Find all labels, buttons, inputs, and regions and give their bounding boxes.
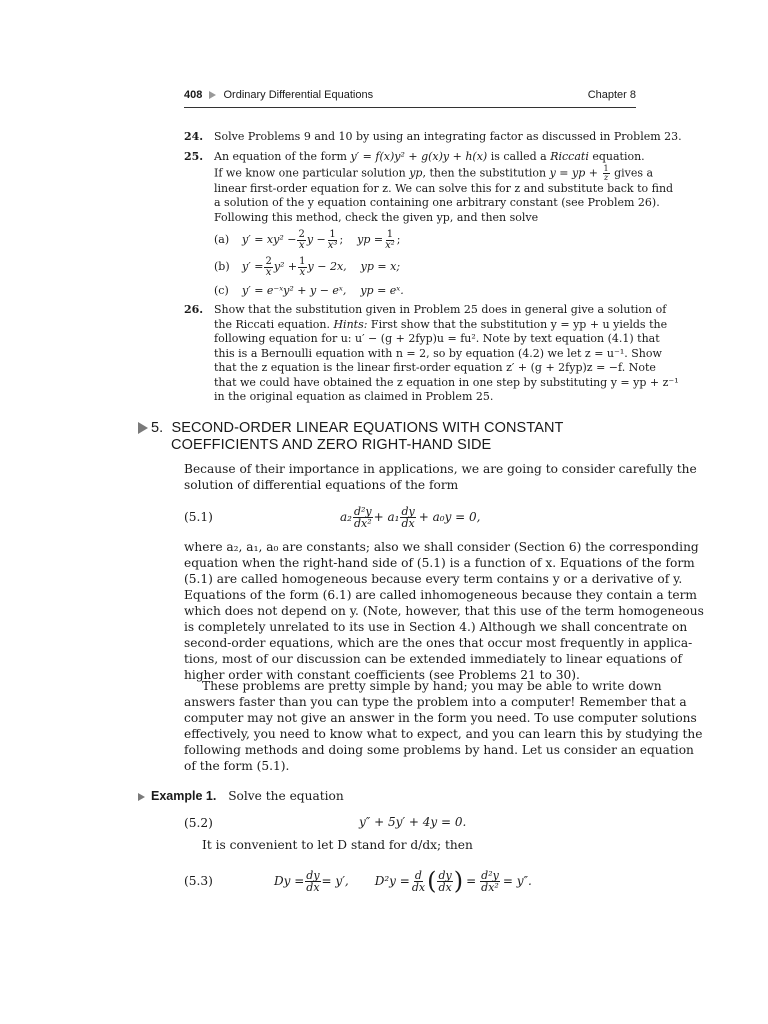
fraction — [480, 870, 500, 893]
fraction — [411, 870, 426, 893]
fraction — [297, 230, 305, 251]
chapter-title: Ordinary Differential Equations — [223, 89, 374, 101]
math-expression: = y″. — [502, 874, 532, 888]
problem-text: in the original equation as claimed in Problem 25. — [214, 390, 494, 403]
math-expression: y′ = — [242, 259, 264, 273]
denominator: x — [299, 266, 306, 278]
denominator: dx — [411, 880, 426, 894]
paren: ) — [453, 867, 464, 895]
arrow-right-icon — [209, 91, 216, 99]
emphasis-text: Hints: — [333, 317, 368, 331]
problem-text: Following this method, check the given yp, and then solve — [214, 210, 539, 224]
numerator: d²y — [353, 504, 372, 518]
paragraph-line: Because of their importance in applications, we are going to consider carefully the — [184, 462, 697, 476]
header-rule — [184, 107, 636, 108]
page-number: 408 — [184, 89, 203, 101]
problem-text: , then the substitution — [422, 166, 550, 179]
math-expression: ; — [396, 232, 401, 246]
math-expression: y − — [306, 232, 326, 246]
denominator: x — [265, 266, 272, 278]
paragraph-line: (5.1) are called homogeneous because every term contains y or a derivative of y. — [184, 572, 683, 586]
fraction — [305, 870, 320, 893]
numerator: 2 — [298, 228, 305, 240]
fraction — [327, 230, 339, 251]
problem-text: linear first-order equation for z. We can solve this for z and substitute back to find — [214, 181, 674, 195]
fraction — [437, 870, 452, 893]
math-expression: = — [466, 874, 477, 888]
example-text: Solve the equation — [228, 789, 344, 803]
denominator: x² — [385, 239, 395, 251]
paragraph-line: effectively, you need to know what to expect, and you can learn this by studying the — [184, 727, 703, 741]
math-expression: + a₀y = 0, — [418, 510, 481, 524]
paragraph-1 — [184, 539, 704, 683]
problem-text: equation. — [588, 150, 645, 163]
equation-5-2-label: (5.2) — [184, 816, 213, 830]
problem-text: that the z equation is the linear first-order equation z′ + (g + 2fyp)z = −f. Note — [214, 361, 656, 374]
intro-paragraph — [184, 461, 697, 493]
section-title-line: SECOND-ORDER LINEAR EQUATIONS WITH CONSTANT — [171, 420, 564, 436]
paragraph-line: These problems are pretty simple by hand; you may be able to write down — [202, 679, 662, 693]
paren: ( — [427, 867, 437, 895]
math-expression: y − 2x, — [307, 259, 347, 273]
example-text-line: It is convenient to let D stand for d/dx; then — [202, 838, 473, 852]
paragraph-line: second-order equations, which are the ones that occur most frequently in applica- — [184, 636, 693, 650]
problem-number: 24. — [184, 130, 204, 143]
denominator: x — [298, 239, 305, 251]
denominator: z — [603, 172, 609, 182]
math-expression: y′ = xy² − — [242, 232, 297, 246]
math-expression: a₂ — [340, 510, 352, 524]
math-expression: y = yp + — [549, 166, 598, 179]
part-label: (a) — [214, 232, 230, 246]
section-arrow-icon — [138, 422, 148, 434]
problem-text: An equation of the form — [214, 150, 351, 163]
paragraph-line: of the form (5.1). — [184, 759, 290, 773]
math-expression: y′ = e⁻ˣy² + y − eˣ, — [242, 284, 347, 297]
paragraph-line: following methods and doing some problems by hand. Let us consider an equation — [184, 743, 694, 757]
fraction — [384, 230, 396, 251]
math-expression: yp — [409, 166, 423, 179]
section-heading — [138, 420, 658, 454]
example-label: Example 1. — [151, 789, 217, 803]
paragraph-line: tions, most of our discussion can be extended immediately to linear equations of — [184, 652, 683, 666]
paragraph-line: Equations of the form (6.1) are called inhomogeneous because they contain a term — [184, 588, 697, 602]
chapter-label: Chapter 8 — [587, 89, 636, 101]
part-label: (b) — [214, 259, 230, 273]
numerator: 1 — [603, 163, 609, 173]
section-number: 5. — [151, 420, 164, 436]
numerator: 1 — [386, 228, 394, 240]
math-expression: ; — [339, 232, 344, 246]
math-expression: Dy = — [274, 874, 305, 888]
equation-5-3-label: (5.3) — [184, 874, 213, 888]
emphasis-text: Riccati — [550, 150, 589, 163]
problem-text: the Riccati equation. — [214, 317, 334, 331]
denominator: x³ — [327, 239, 338, 251]
numerator: dy — [401, 504, 415, 518]
paragraph-line: which does not depend on y. (Note, however, that this use of the term homogeneous — [184, 604, 704, 618]
fraction — [264, 257, 272, 278]
math-expression: = y′, — [321, 874, 349, 888]
numerator: 1 — [299, 255, 306, 267]
problem-26 — [184, 303, 679, 405]
numerator: 2 — [265, 255, 272, 267]
math-expression: yp = x; — [360, 259, 401, 273]
part-a — [214, 226, 401, 254]
denominator: dx — [306, 880, 320, 894]
problem-text: a solution of the y equation containing one arbitrary constant (see Problem 26). — [214, 196, 660, 209]
numerator: d²y — [481, 868, 499, 882]
denominator: dx — [401, 516, 415, 530]
problem-text: gives a — [610, 166, 654, 179]
numerator: d — [414, 868, 422, 882]
equation-5-2: y″ + 5y′ + 4y = 0. — [359, 815, 467, 829]
problem-24 — [184, 130, 682, 145]
problem-text: Show that the substitution given in Problem 25 does in general give a solution of — [214, 303, 667, 316]
section-title-line: COEFFICIENTS AND ZERO RIGHT-HAND SIDE — [171, 437, 492, 453]
equation-5-1-label: (5.1) — [184, 510, 213, 524]
problem-text: following equation for u: u′ − (g + 2fyp)u = fu². Note by text equation (4.1) that — [214, 332, 660, 345]
fraction — [353, 506, 373, 529]
paragraph-line: where a₂, a₁, a₀ are constants; also we shall consider (Section 6) the corresponding — [184, 540, 699, 554]
problem-text: If we know one particular solution — [214, 166, 410, 179]
fraction — [298, 257, 306, 278]
example-arrow-icon — [138, 793, 145, 801]
math-expression: yp = — [357, 232, 384, 246]
problem-text: this is a Bernoulli equation with n = 2, so by equation (4.2) we let z = u⁻¹. Show — [214, 346, 662, 360]
problem-text: is called a — [487, 150, 551, 163]
paragraph-2 — [184, 678, 703, 774]
problem-number: 26. — [184, 303, 204, 316]
problem-text: that we could have obtained the z equation in one step by substituting y = yp + z⁻¹ — [214, 375, 679, 389]
paragraph-line: is completely unrelated to its use in Section 4.) Although we shall concentrate on — [184, 620, 688, 634]
paragraph-line: equation when the right-hand side of (5.1) is a function of x. Equations of the form — [184, 556, 695, 570]
problem-number: 25. — [184, 150, 204, 163]
math-expression: + a₁ — [373, 510, 400, 524]
numerator: dy — [438, 868, 452, 882]
paragraph-line: solution of differential equations of the form — [184, 478, 459, 492]
paragraph-line: answers faster than you can type the problem into a computer! Remember that a — [184, 695, 687, 709]
math-expression: y² + — [273, 259, 298, 273]
fraction — [603, 165, 610, 182]
numerator: dy — [306, 868, 320, 882]
problem-text: Solve Problems 9 and 10 by using an integrating factor as discussed in Problem 23. — [214, 130, 682, 143]
equation-5-1 — [340, 500, 481, 534]
denominator: dx² — [353, 516, 372, 530]
denominator: dx — [438, 880, 452, 894]
problem-25 — [184, 150, 674, 225]
math-expression: D²y = — [374, 874, 410, 888]
paragraph-line: computer may not give an answer in the form you need. To use computer solutions — [184, 711, 697, 725]
numerator: 1 — [329, 228, 336, 240]
part-label: (c) — [214, 284, 229, 297]
denominator: dx² — [481, 880, 499, 894]
paragraph-line: higher order with constant coefficients (see Problems 21 to 30). — [184, 668, 580, 682]
example-1-heading — [138, 788, 344, 804]
math-expression: y′ = f(x)y² + g(x)y + h(x) — [350, 150, 488, 163]
problem-text: First show that the substitution y = yp + u yields the — [367, 317, 668, 331]
fraction — [400, 506, 415, 529]
part-c — [214, 284, 404, 299]
math-expression: yp = eˣ. — [360, 284, 404, 297]
part-b — [214, 253, 400, 281]
equation-5-3 — [274, 862, 532, 900]
page-header — [184, 89, 636, 105]
